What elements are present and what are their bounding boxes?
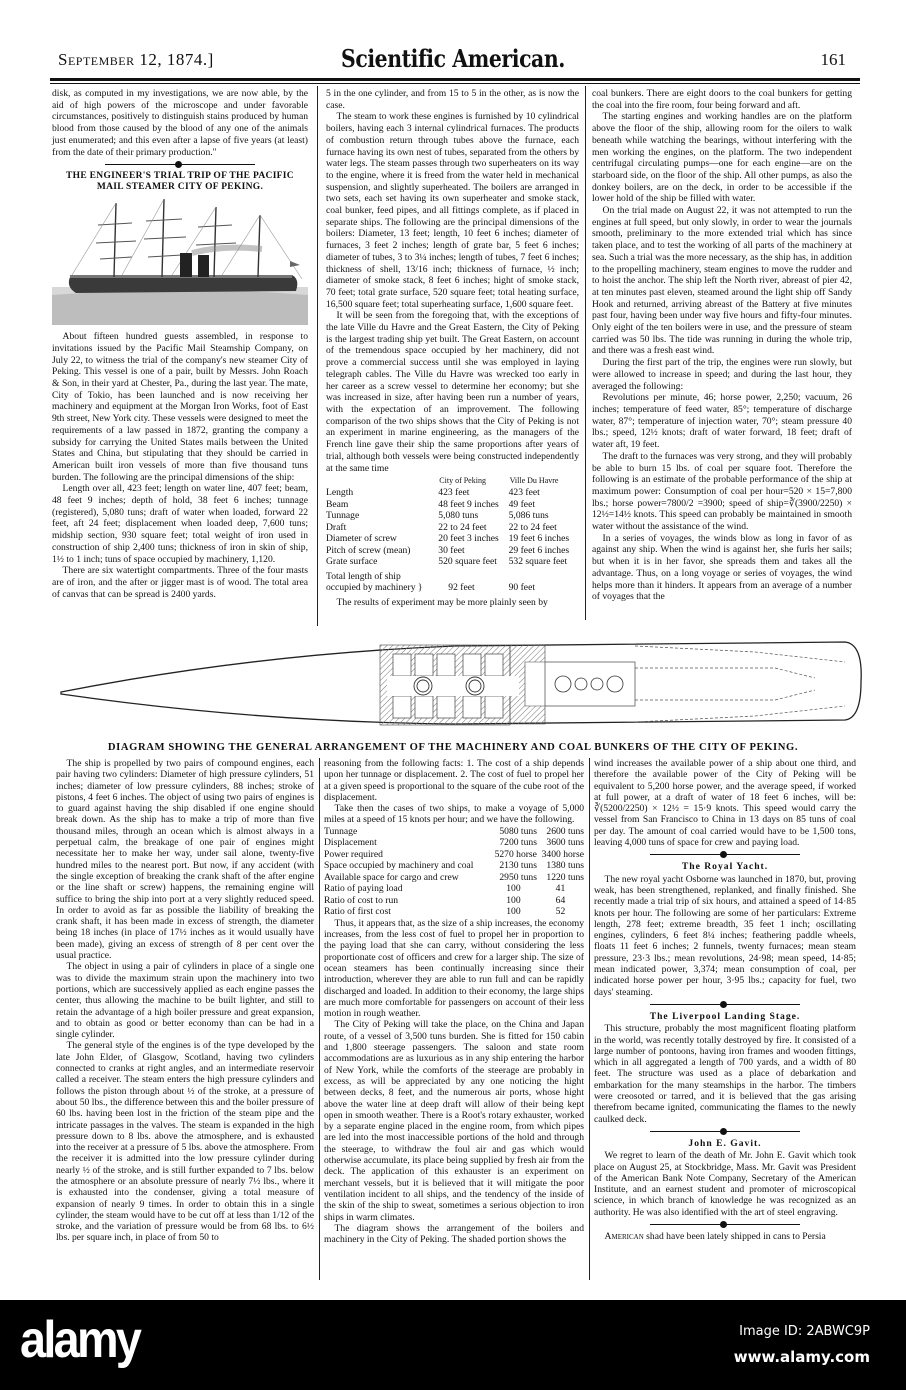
paragraph: The new royal yacht Osborne was launched in 1870, but, proving weak, has been strengthened, replanked, and finally finished. She recently made a trial trip of six hours, and attained a speed of 14·85 knots per hour. The following are some of her particulars: Extreme length, 278 feet; extreme breadth, 35 feet 1 inch; oscillating engines, cylinders, 6 feet 8¼ inches; feathering paddle wheels, floats 11 feet 6 inches; 2 funnels, twenty furnaces; mean steam pressure, 23·3 lbs.; mean revolutions, 24·98; mean speed, 14·85; mean indicated power, 3,374; mean consumption of coal, per indicated horse power per hour, 3·95 lbs.; capacity for fuel, two days' steaming. (594, 873, 856, 998)
paragraph: wind increases the available power of a ship about one third, and therefore the available power of the City of Peking will be equivalent to 5,200 horse power, and the average speed, if worked at full power, at a draft of water of 18 feet 6 inches, will be: ∛(5200/2250) × 12½ = 15·9 knots. This speed would carry the vessel from San Francisco to China in 13 days on 85 tuns of coal per day. The amount of coal carried would have to be 1,500 tons, leaving 4,000 tuns of space for crew and paying load. (594, 758, 856, 849)
table-row (326, 487, 579, 499)
paragraph: The ship is propelled by two pairs of compound engines, each pair having two cylinders: Diameter of high pressure cylinders, 51 inches; diameter of low pressure cylinders, 88 inches; stroke of pistons, 4 feet 6 inches. The object of using two pairs of engines is to guard against having the ship disabled if one engine should break down. As the ship has to make a trip of more than five thousand miles, through an ocean which is almost always in a perpetual calm, the breakage of one pair of engines might necessitate her to make her way, under sail alone, twenty-five hundred miles to the nearest port. But now, if any accident (with the single exception of breaking the crank shaft of the after engine or the line shaft or screw) happens, the remaining engine will suffice to bring the ship into port at a very slightly reduced speed. In order to avoid as far as possible the liability of breaking the crank shaft, it has been made in excess of strength, the diameter being 18 inches (in place of 17½ inches as it would usually have been made), giving an excess of strength of 8 per cent over the usual practice. (56, 758, 314, 962)
row-label: Ratio of cost to run (324, 894, 399, 906)
cell: 90 feet (508, 582, 535, 594)
column-divider (319, 758, 320, 1280)
row-label: Beam (326, 498, 349, 510)
paragraph: In a series of voyages, the winds blow as long in favor of as against any ship. When the wind is against her, she furls her sails; but when it is in her favor, she spreads them and takes all the advantage. Thus, on a long voyage or series of voyages, the wind helps more than it hinders. It appears from an average of a number of voyages that the (592, 532, 852, 603)
engine-room (545, 662, 635, 706)
row-label: Ratio of paying load (324, 883, 403, 895)
ornament-divider (650, 1001, 800, 1008)
cell: 532 square feet (508, 556, 568, 568)
paragraph (594, 1231, 856, 1242)
paragraph-text: shad have been lately shipped in cans to Persia (643, 1230, 826, 1242)
paragraph: This structure, probably the most magnificent floating platform in the world, was recently totally destroyed by fire. It consisted of a large number of pontoons, having iron frames and wooden fittings, which in all aggregated a length of 700 yards, and a width of 80 feet. The structure was used as a place of debarkation and embarkation for the many steamships in the harbor. The timbers were creosoted or tarred, and it is believed that the gas arising therefrom became ignited, communicating the flames to the newly caulked deck. (594, 1023, 856, 1125)
cell: 520 square feet (438, 556, 497, 568)
cell: 7200 tuns (499, 837, 537, 849)
paragraph: The diagram shows the arrangement of the boilers and machinery in the City of Peking. The shaded portion shows the (324, 1222, 584, 1246)
row-label: Pitch of screw (mean) (326, 544, 411, 556)
cell: 52 (555, 906, 566, 918)
cell: 49 feet (508, 498, 535, 510)
paragraph: About fifteen hundred guests assembled, in response to invitations issued by the Pacific Mail Steamship Company, on July 22, to witness the trial of the company's new steamer City of Peking. This vessel is one of a pair, built by Messrs. John Roach & Son, in their yard at Chester, Pa., during the last year. The mate, City of Tokio, has been launched and is now receiving her machinery and equipment at the Morgan Iron Works, foot of East 9th street, New York city. These vessels were designed to meet the requirements of a law passed in 1872, granting the company a subsidy for carrying the United States mails between the United States and China, but stipulating that they should be carried in American built iron vessels of more than five thousand tuns burden. The following are the principal dimensions of the ship: (52, 331, 308, 483)
cell: 3400 horse (541, 848, 584, 860)
ornament-divider (650, 851, 800, 858)
cell: 100 (506, 883, 521, 895)
ornament-divider (650, 1128, 800, 1135)
table-row (324, 826, 584, 838)
column-divider (589, 758, 590, 1280)
column-divider (585, 86, 586, 620)
cell: 30 feet (438, 544, 465, 556)
table-row (326, 556, 579, 568)
row-label-line: Total length of ship (326, 570, 401, 582)
cell: 64 (555, 894, 566, 906)
cell: 41 (555, 883, 566, 895)
lower-column-3 (594, 758, 856, 1242)
cell: 2130 tuns (499, 860, 537, 872)
alamy-logo: alamy (20, 1311, 140, 1369)
ornament-divider (105, 161, 255, 168)
table-row (326, 522, 579, 534)
image-id: Image ID: 2ABWC9P (739, 1324, 870, 1339)
cell: 1380 tuns (546, 860, 584, 872)
table-row (326, 568, 579, 594)
paragraph: coal bunkers. There are eight doors to the coal bunkers for getting the coal into the fire room, four being forward and aft. (592, 88, 852, 111)
page-number: 161 (820, 50, 846, 69)
table-row (326, 510, 579, 522)
diagram-caption: DIAGRAM SHOWING THE GENERAL ARRANGEMENT OF THE MACHINERY AND COAL BUNKERS OF THE CITY OF PEKING. (107, 742, 799, 753)
article-heading-royal-yacht: The Royal Yacht. (681, 861, 769, 873)
paragraph: Thus, it appears that, as the size of a ship increases, the economy increases, from the less cost of fuel to propel her in proportion to the paying load that she can carry, without considering the less proportionate cost of officers and crew for a larger ship. The size of ocean steamers has been continually increasing since their introduction, wherever they are able to run full and can be rapidly discharged and loaded. In addition to their economy, the large ships are much more comfortable for passengers on account of their less motion in rough weather. (324, 917, 584, 1020)
issue-date: September 12, 1874.] (58, 50, 214, 69)
column-divider (317, 86, 318, 626)
table-row (324, 895, 584, 907)
cell: 100 (506, 906, 521, 918)
watermark-url: www.alamy.com (733, 1348, 870, 1366)
lead-word: American (604, 1230, 644, 1242)
column-header: City of Peking (439, 476, 486, 486)
paragraph: The results of experiment may be more plainly seen by (336, 596, 548, 608)
cell: 5270 horse (494, 848, 537, 860)
table-row (324, 906, 584, 918)
cell: 22 to 24 feet (438, 521, 487, 533)
article-heading-john-gavit: John E. Gavit. (688, 1137, 762, 1149)
cell: 29 feet 6 inches (508, 544, 570, 556)
paragraph: On the trial made on August 22, it was not attempted to run the engines at full speed, but only slowly, in order to wear the journals smooth, preliminary to the more extended trial which has since taken place, and to test the working of all parts of the machinery at sea. Such a trial was the more necessary, as the ship has, in addition to the propelling machinery, steam engines to move the rudder and to hoist the anchor. The ship left the North river, abreast of pier 42, at ten minutes past eleven, steamed around the light ship off Sandy Hook and returned, arriving abreast of the Battery at five minutes past four, having been under way five hours and fifty-four minutes. Only eight of the ten boilers were in use, and the pressure of steam carried was 50 lbs. The tide was running in during the whole trip, and there was a fresh east wind. (592, 205, 852, 357)
ship-comparison-table (326, 474, 579, 594)
cell: 5,080 tuns (438, 510, 479, 522)
row-label: Available space for cargo and crew (324, 871, 459, 883)
paragraph: The starting engines and working handles are on the platform above the floor of the ship, allowing room for the oilers to walk beneath while watching the bearings, without interfering with the men working the engines, on the platform. The two independent centrifugal circulating pumps—one for each engine—are on the starboard side, on the floor of the ship. All other pumps, as also the donkey boilers, are on the deck, in order to be accessible if the lower hold of the ship be filled with water. (592, 111, 852, 205)
table-row (326, 533, 579, 545)
table-row (324, 883, 584, 895)
cell: 92 feet (448, 582, 475, 594)
row-label: Grate surface (326, 556, 378, 568)
row-label: Power required (324, 848, 383, 860)
upper-column-2 (326, 88, 579, 608)
table-row (326, 499, 579, 511)
cell: 5,086 tuns (508, 510, 549, 522)
paragraph: The object in using a pair of cylinders in place of a single one was to divide the maximum strain upon the machinery into two portions, which are successively applied as each engine passes the center, thus allowing the machine to be built lighter, and still to retain the advantage of a high boiler pressure and great expansion, and to obtain as good or better economy than can be had in a single cylinder. (56, 961, 314, 1041)
cell: 100 (506, 894, 521, 906)
ship-economy-table (324, 826, 584, 918)
cell: 20 feet 3 inches (438, 533, 499, 545)
row-label: Tunnage (324, 825, 358, 837)
paragraph: Length over all, 423 feet; length on water line, 407 feet; beam, 48 feet 9 inches; depth of hold, 38 feet 6 inches; tunnage (registered), 5,080 tuns; draft of water when loaded, forward 22 feet, aft 24 feet; displacement when loaded deep, 7,600 tuns; midship section, 930 square feet; total weight of iron used in construction of ship 2,400 tuns; thickness of iron in skin of ship, 1½ to 1 inch; tuns of space occupied by machinery, 1,120. (52, 483, 308, 565)
paragraph: We regret to learn of the death of Mr. John E. Gavit which took place on August 25, at Stockbridge, Mass. Mr. Gavit was President of the American Bank Note Company, Secretary of the American Institute, and an earnest student and promoter of microscopical science, in which branch of knowledge he was recognized as an authority. He was also identified with the art of steel engraving. (594, 1150, 856, 1218)
paragraph: The draft to the furnaces was very strong, and they will probably be able to burn 15 lbs. of coal per square foot. Therefore the following is an estimate of the probable performance of the ship at maximum power: Consumption of coal per hour=520 × 15=7,800 lbs.; horse power=7800/2 =3900; speed of ship=∛(3900/2250) × 12½=14½ knots. This speed can probably be maintained in smooth water without the assistance of the wind. (592, 450, 852, 533)
upper-column-1 (52, 88, 308, 600)
masthead-title: Scientific American. (341, 44, 565, 73)
ornament-divider (650, 1221, 800, 1228)
row-label: Ratio of first cost (324, 906, 391, 918)
lower-column-1 (56, 758, 314, 1244)
article-heading-liverpool-landing-stage: The Liverpool Landing Stage. (649, 1010, 801, 1022)
row-label: Length (326, 487, 354, 499)
cell: 423 feet (508, 487, 540, 499)
cell: 22 to 24 feet (508, 521, 557, 533)
paragraph: 5 in the one cylinder, and from 15 to 5 in the other, as is now the case. (326, 88, 579, 111)
table-row (324, 860, 584, 872)
table-row (324, 872, 584, 884)
paragraph: Revolutions per minute, 46; horse power, 2,250; vacuum, 26 inches; temperature of feed water, 85°; temperature of discharge water, 87°; temperature of injection water, 70°; steam pressure 40 lbs.; speed, 12½ knots; draft of water forward, 18 feet; draft of water aft, 19 feet. (592, 392, 852, 451)
cell: 423 feet (438, 487, 470, 499)
table-row (326, 545, 579, 557)
cell: 3600 tuns (546, 837, 584, 849)
cell: 5080 tuns (499, 825, 537, 837)
article-headline: THE ENGINEER'S TRIAL TRIP OF THE PACIFIC MAIL STEAMER CITY OF PEKING. (66, 171, 294, 193)
paragraph: It will be seen from the foregoing that, with the exceptions of the late Ville du Havre and the Great Eastern, the City of Peking is the largest trading ship yet built. The Great Eastern, on account of the tremendous space occupied by her machinery, did not prove a commercial success until she was employed in laying telegraph cables. The Ville du Havre was wrecked too early in her career as a screw vessel to determine her economy; but she was increased in size, after having been run a number of years, with the expectation of an improvement. The following comparison of the two ships shows that the City of Peking is not an experiment in marine engineering, as the managers of the French line gave their ship the same proportions after years of trial, although both vessels were being constructed independently at the same time (326, 310, 579, 474)
lower-column-2 (324, 758, 584, 1245)
header-rule (50, 78, 860, 81)
paragraph: The general style of the engines is of the type developed by the late John Elder, of Glasgow, Scotland, having two cylinders connected to cranks at right angles, and an intermediate reservoir called a receiver. The steam enters the high pressure cylinders and follows the piston through about ½ of the stroke, at a pressure of about 50 lbs., the difference between this and the boiler pressure of 60 lbs. having been lost in the friction of the steam pipe and the intricate passages in the valves. The steam is expanded in the high pressure down to 8 lbs. above the atmosphere, and is exhausted into the receiver at a pressure of 5 lbs. above the atmosphere. From the receiver it is admitted into the low pressure cylinder during nearly ½ of the stroke, and is still further expanded to 7 lbs. below the atmosphere or an absolute pressure of nearly 7½ lbs., where it is exhausted into the condenser, giving a total measure of expansion of nearly 9 times. In order to obtain this in a single cylinder, the steam would have to be cut off at less than 1/12 of the stroke, and the variation of pressure would be from 68 lbs. to 6½ lbs. per square inch, in place of from 50 to (56, 1040, 314, 1244)
paragraph: reasoning from the following facts: 1. The cost of a ship depends upon her tunnage or displacement. 2. The cost of fuel to propel her at a given speed is proportional to the square of the cube root of the displacement. (324, 758, 584, 803)
paragraph: The City of Peking will take the place, on the China and Japan route, of a vessel of 3,500 tuns burden. She is fitted for 150 cabin and 1,800 steerage passengers. The saloon and state room accommodations are as luxurious as in any ship entering the harbor of New York, while the comforts of the steerage are probably in excess, as will be appreciated by any one noticing the hight between decks, 8 feet, and the numerous air ports, whose hight above the water line at deep draft will allow of their being kept open in smooth weather. There is a Root's rotary exhauster, worked by a separate engine placed in the engine room, from which pipes are led into the most inaccessible portions of the hold and through the steerage, to withdraw the foul air and gas which would otherwise accumulate, its place being supplied by fresh air from the deck. The application of this exhauster is an experiment on merchant vessels, but it is believed that it will mitigate the poor ventilation incident to all ships, and the tendency of the inside of the skin of the ship to sweat, sometimes a serious objection to iron ships in warm climates. (324, 1019, 584, 1223)
cell: 48 feet 9 inches (438, 498, 499, 510)
cell: 1220 tuns (546, 871, 584, 883)
header-rule-thin (50, 83, 860, 84)
paragraph: During the first part of the trip, the engines were run slowly, but were allowed to increase in speed; and during the last hour, they averaged the following: (592, 357, 852, 392)
row-label: Tunnage (326, 510, 360, 522)
row-label: Displacement (324, 837, 377, 849)
table-row (324, 837, 584, 849)
paragraph: There are six watertight compartments. Three of the four masts are of iron, and the after or jigger mast is of wood. The total area of canvas that can be spread is 2400 yards. (52, 565, 308, 600)
cell: 2600 tuns (546, 825, 584, 837)
machinery-diagram (55, 632, 867, 732)
row-label: Total length of ship occupied by machinery } (326, 570, 423, 594)
paragraph: The steam to work these engines is furnished by 10 cylindrical boilers, having each 3 internal cylindrical furnaces. The products of combustion return through tubes above the furnace, each furnace having its own nest of tubes, separated from the others by water legs. The steam passes through two superheaters on its way to the engine, where it is freed from the water held in mechanical suspension, and slightly superheated. The boilers are arranged in two sets, each set having its own superheater and smoke stack, coal bunker, feed pipes, and all fittings complete, as if placed in separate ships. The following are the principal dimensions of the boilers: Diameter, 13 feet; length, 10 feet 6 inches; diameter of furnaces, 3 feet 2 inches; length of grate bar, 5 feet 6 inches; diameter of tubes, 3 to 3¼ inches; length of tubes, 7 feet 6 inches; thickness of shell, 13/16 inch; thickness of furnace, ½ inch; diameter of smoke stack, 8 feet 6 inches; hight of smoke stack, 70 feet; total grate surface, 520 square feet; total heating surface, 16,500 square feet; total superheating surface, 1,600 square feet. (326, 111, 579, 310)
row-label-line: occupied by machinery (326, 582, 416, 594)
paragraph: disk, as computed in my investigations, we are now able, by the aid of high powers of the microscope and under favorable circumstances, positively to distinguish stains produced by human blood from those caused by the blood of any one of the animals just enumerated; and this even after a lapse of five years (at least) from the date of their primary production." (52, 88, 308, 158)
row-label: Diameter of screw (326, 533, 397, 545)
steamer-illustration (52, 195, 308, 327)
cell: 19 feet 6 inches (508, 533, 570, 545)
table-row (324, 849, 584, 861)
column-header: Ville Du Havre (509, 476, 559, 486)
boilers (387, 654, 519, 718)
row-label: Space occupied by machinery and coal (324, 860, 474, 872)
row-label: Draft (326, 521, 347, 533)
upper-column-3 (592, 88, 852, 603)
paragraph: Take then the cases of two ships, to make a voyage of 5,000 miles at a speed of 15 knots per hour; and we have the following. (324, 803, 584, 826)
cell: 2950 tuns (499, 871, 537, 883)
watermark-band (0, 1300, 906, 1390)
